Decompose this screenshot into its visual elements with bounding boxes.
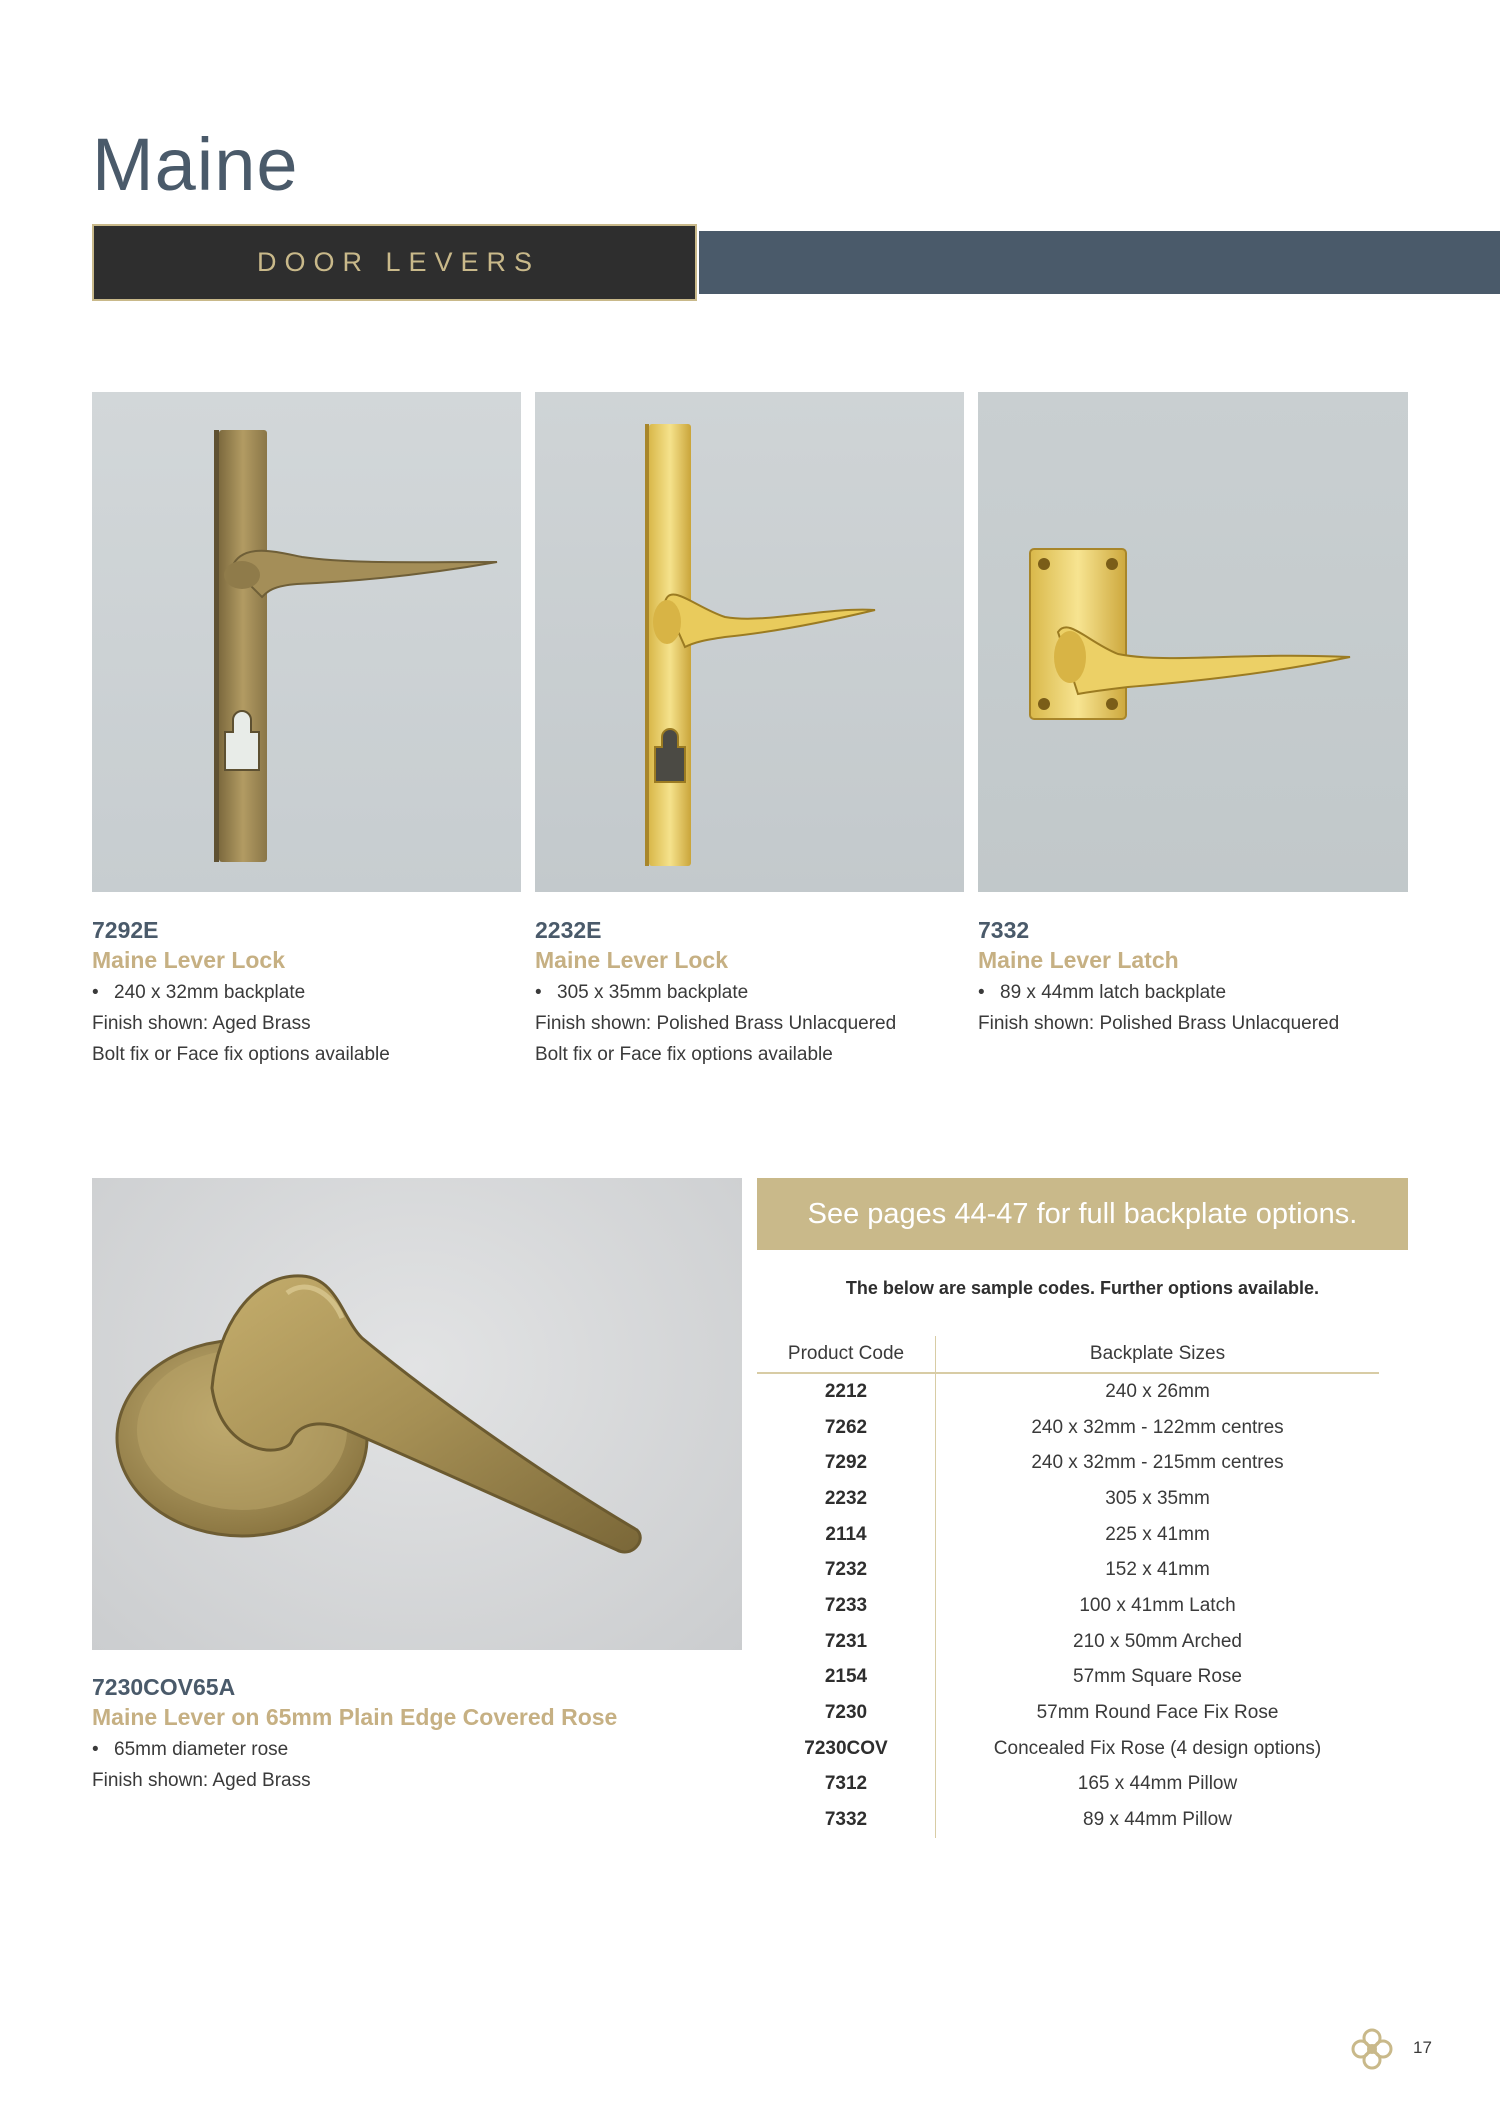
backplate-size-cell: 57mm Round Face Fix Rose [1036, 1702, 1279, 1724]
product-code-cell: 2154 [757, 1660, 936, 1696]
table-row [757, 1731, 1379, 1767]
section-title: DOOR LEVERS [256, 247, 541, 277]
product-name: Maine Lever Latch [978, 947, 1179, 973]
product-code: 7332 [978, 917, 1030, 943]
backplate-size-cell: 240 x 26mm [1105, 1380, 1210, 1402]
product-code-cell: 2114 [757, 1517, 936, 1553]
backplate-size-cell: 100 x 41mm Latch [1079, 1594, 1236, 1616]
backplate-size-cell: 57mm Square Rose [1073, 1666, 1242, 1688]
product-info-7332 [978, 915, 1408, 1039]
page-title: Maine [92, 123, 299, 206]
column-header-product-code: Product Code [757, 1336, 936, 1373]
product-code-cell: 7332 [757, 1802, 936, 1838]
product-spec-text: 89 x 44mm latch backplate [1000, 982, 1227, 1003]
page-number: 17 [1413, 2038, 1432, 2057]
backplate-size-cell: 305 x 35mm [1105, 1487, 1210, 1509]
product-code-cell: 2212 [757, 1373, 936, 1410]
table-row [757, 1767, 1379, 1803]
product-spec-text: 305 x 35mm backplate [557, 982, 749, 1003]
backplate-size-cell: 225 x 41mm [1105, 1523, 1210, 1545]
table-row [757, 1695, 1379, 1731]
table-row [757, 1624, 1379, 1660]
product-spec [535, 977, 965, 1008]
backplate-codes-table [757, 1336, 1379, 1838]
product-finish: Finish shown: Polished Brass Unlacquered [978, 1013, 1340, 1034]
lever-lock-polished-brass-image [535, 392, 964, 892]
product-photo-7292e [92, 392, 521, 892]
product-code-cell: 7232 [757, 1552, 936, 1588]
section-band [92, 224, 697, 301]
table-row [757, 1552, 1379, 1588]
product-spec [92, 977, 522, 1008]
product-spec-text: 240 x 32mm backplate [114, 982, 306, 1003]
product-info-7230cov65a [92, 1672, 742, 1796]
product-spec-text: 65mm diameter rose [114, 1739, 289, 1760]
product-photo-2232e [535, 392, 964, 892]
product-fix-options: Bolt fix or Face fix options available [535, 1044, 833, 1065]
product-finish: Finish shown: Polished Brass Unlacquered [535, 1013, 897, 1034]
product-code: 2232E [535, 917, 602, 943]
product-info-7292e [92, 915, 522, 1070]
table-row [757, 1373, 1379, 1410]
backplate-size-cell: 240 x 32mm - 122mm centres [1031, 1416, 1284, 1438]
lever-latch-polished-brass-image [978, 392, 1408, 892]
product-photo-7230cov65a [92, 1178, 742, 1650]
table-row [757, 1517, 1379, 1553]
sample-codes-note: The below are sample codes. Further options available. [845, 1278, 1320, 1298]
backplate-size-cell: 152 x 41mm [1105, 1559, 1210, 1581]
table-row [757, 1802, 1379, 1838]
backplate-size-cell: 165 x 44mm Pillow [1077, 1773, 1238, 1795]
product-code-cell: 7233 [757, 1588, 936, 1624]
table-row [757, 1481, 1379, 1517]
backplate-size-cell: 89 x 44mm Pillow [1083, 1809, 1232, 1831]
product-info-2232e [535, 915, 965, 1070]
product-finish: Finish shown: Aged Brass [92, 1013, 311, 1034]
product-name: Maine Lever Lock [92, 947, 286, 973]
product-code-cell: 7231 [757, 1624, 936, 1660]
table-header-row [757, 1336, 1379, 1373]
product-fix-options: Bolt fix or Face fix options available [92, 1044, 390, 1065]
product-spec [92, 1734, 742, 1765]
product-code: 7230COV65A [92, 1674, 236, 1700]
backplate-size-cell: 240 x 32mm - 215mm centres [1031, 1452, 1284, 1474]
backplate-size-cell: Concealed Fix Rose (4 design options) [993, 1737, 1322, 1759]
quatrefoil-logo-icon [1351, 2028, 1393, 2070]
product-name: Maine Lever Lock [535, 947, 729, 973]
product-finish: Finish shown: Aged Brass [92, 1770, 311, 1791]
table-row [757, 1445, 1379, 1481]
backplate-size-cell: 210 x 50mm Arched [1073, 1630, 1242, 1652]
table-row [757, 1588, 1379, 1624]
product-code-cell: 7262 [757, 1410, 936, 1446]
product-code-cell: 7312 [757, 1767, 936, 1803]
product-name: Maine Lever on 65mm Plain Edge Covered Rose [92, 1704, 618, 1730]
table-row [757, 1410, 1379, 1446]
product-code: 7292E [92, 917, 159, 943]
product-photo-7332 [978, 392, 1408, 892]
product-code-cell: 2232 [757, 1481, 936, 1517]
backplate-options-banner: See pages 44-47 for full backplate options. [757, 1178, 1408, 1250]
product-spec [978, 977, 1408, 1008]
lever-on-rose-aged-brass-image [92, 1178, 742, 1650]
column-header-backplate-sizes: Backplate Sizes [936, 1336, 1380, 1373]
product-code-cell: 7230COV [757, 1731, 936, 1767]
product-code-cell: 7292 [757, 1445, 936, 1481]
section-band-accent [699, 231, 1500, 294]
table-row [757, 1660, 1379, 1696]
product-code-cell: 7230 [757, 1695, 936, 1731]
lever-lock-aged-brass-image [92, 392, 521, 892]
